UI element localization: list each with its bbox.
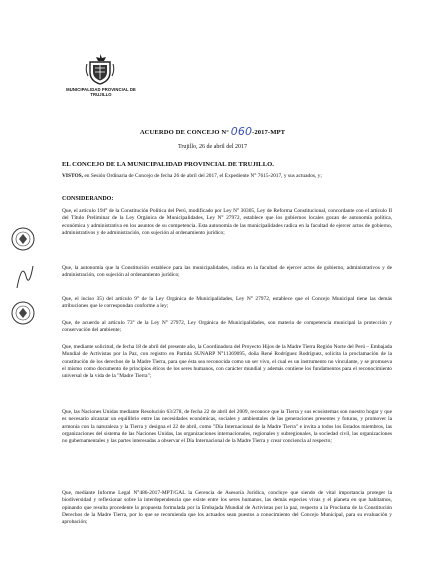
vistos-label: VISTOS, [62,173,84,179]
title-prefix: ACUERDO DE CONCEJO N° [139,129,229,136]
signature-mark [14,258,36,294]
paragraph-5: Que, mediante solicitud, de fecha 18 de abril del presente año, la Coordinadora del Proyecto Hijos de la Madre Tierra Región Norte del Perú – Embajada Mundial de Activistas por la Paz, con registro en Partida SUNARP N°11369095, doña René Rodríguez Rodríguez, solicita la proclamación de la constitución de los derechos de la Madre Tierra, para que ésta sea reconocida como un ser vivo, el cual es un instrumento no vinculante, y se promueva el mismo como documento de principios éticos de los seres humanos, con carácter mundial y además contiene los fundamentos para el reconocimiento universal de la vida de la "Madre Tierra"; [62,344,392,380]
paragraph-4: Que, de acuerdo al artículo 73° de la Ley N° 27972, Ley Orgánica de Municipalidades, son materia de competencia municipal la protección y conservación del ambiente; [62,320,392,334]
agreement-number: 060 [230,125,253,138]
vistos-text: en Sesión Ordinaria de Concejo de fecha 26 de abril del 2017, el Expediente N° 7615-2017, y sus actuados, y; [84,173,322,179]
paragraph-7: Que, mediante Informe Legal N°486-2017-MPT/GAL la Gerencia de Asesoría Jurídica, concluye que siendo de vital importancia proteger la biodiversidad y reflexionar sobre la interdependencia que existe entre los seres humanos, las demás especies vivas y el planeta en que habitamos, opinando que resulta procedente la propuesta formulada por la Embajada Mundial de Activistas por la paz, respecto a la Proclama de la Constitución Derechos de la Madre Tierra, por lo que se recomienda que los actuados sean puestos a conocimiento del Concejo Municipal, para su evaluación y aprobación; [62,490,392,526]
council-heading: EL CONCEJO DE LA MUNICIPALIDAD PROVINCIAL DE TRUJILLO. [62,161,274,168]
stamp-icon [10,300,36,326]
considerando-heading: CONSIDERANDO: [62,196,114,202]
stamp-icon [10,226,36,252]
paragraph-3: Que, el inciso 35) del artículo 9° de la Ley Orgánica de Municipalidades, Ley N° 27972, establece que el Concejo Municipal tiene las demás atribuciones que le correspondan conforme a ley; [62,296,392,310]
municipal-seal-icon [84,52,116,86]
paragraph-2: Que, la autonomía que la Constitución establece para las municipalidades, radica en la facultad de ejercer actos de gobierno, administrativos y de administración, con sujeción al ordenamiento jurídico; [62,265,392,279]
title-suffix: -2017-MPT [252,129,286,136]
vistos-paragraph [62,173,392,180]
paragraph-6: Que, las Naciones Unidas mediante Resolución 63/278, de fecha 22 de abril del 2009, reconoce que la Tierra y sus ecosistemas son nuestro hogar y que es necesario alcanzar un equilibrio entre las necesidades económicas, sociales y ambientales de las generaciones presentes y futuras, y promover la armonía con la naturaleza y la Tierra y designa el 22 de abril, como "Día Internacional de la Madre Tierra" e invita a todos los Estados miembros, las organizaciones del sistema de las Naciones Unidas, las organizaciones internacionales, regionales y subregionales, la sociedad civil, las organizaciones no gubernamentales y las partes interesadas a observar el Día Internacional de la Madre Tierra y crear conciencia al respecto; [62,409,392,445]
document-title [0,125,425,138]
paragraph-1: Que, el artículo 194° de la Constitución Política del Perú, modificado por Ley N° 30305, Ley de Reforma Constitucional, concordante con el artículo II del Título Preliminar de la Ley Orgánica de Municipalidades, Ley N° 27972, establece que los gobiernos locales gozan de autonomía política, económica y administrativa en los asuntos de su competencia. Esta autonomía de las municipalidades radica en la facultad de ejercer actos de gobierno, administrativos y de administración, con sujeción al ordenamiento jurídico; [62,208,392,236]
document-date: Trujillo, 26 de abril del 2017 [177,144,248,150]
municipality-name: MUNICIPALIDAD PROVINCIAL DE TRUJILLO [66,87,136,97]
